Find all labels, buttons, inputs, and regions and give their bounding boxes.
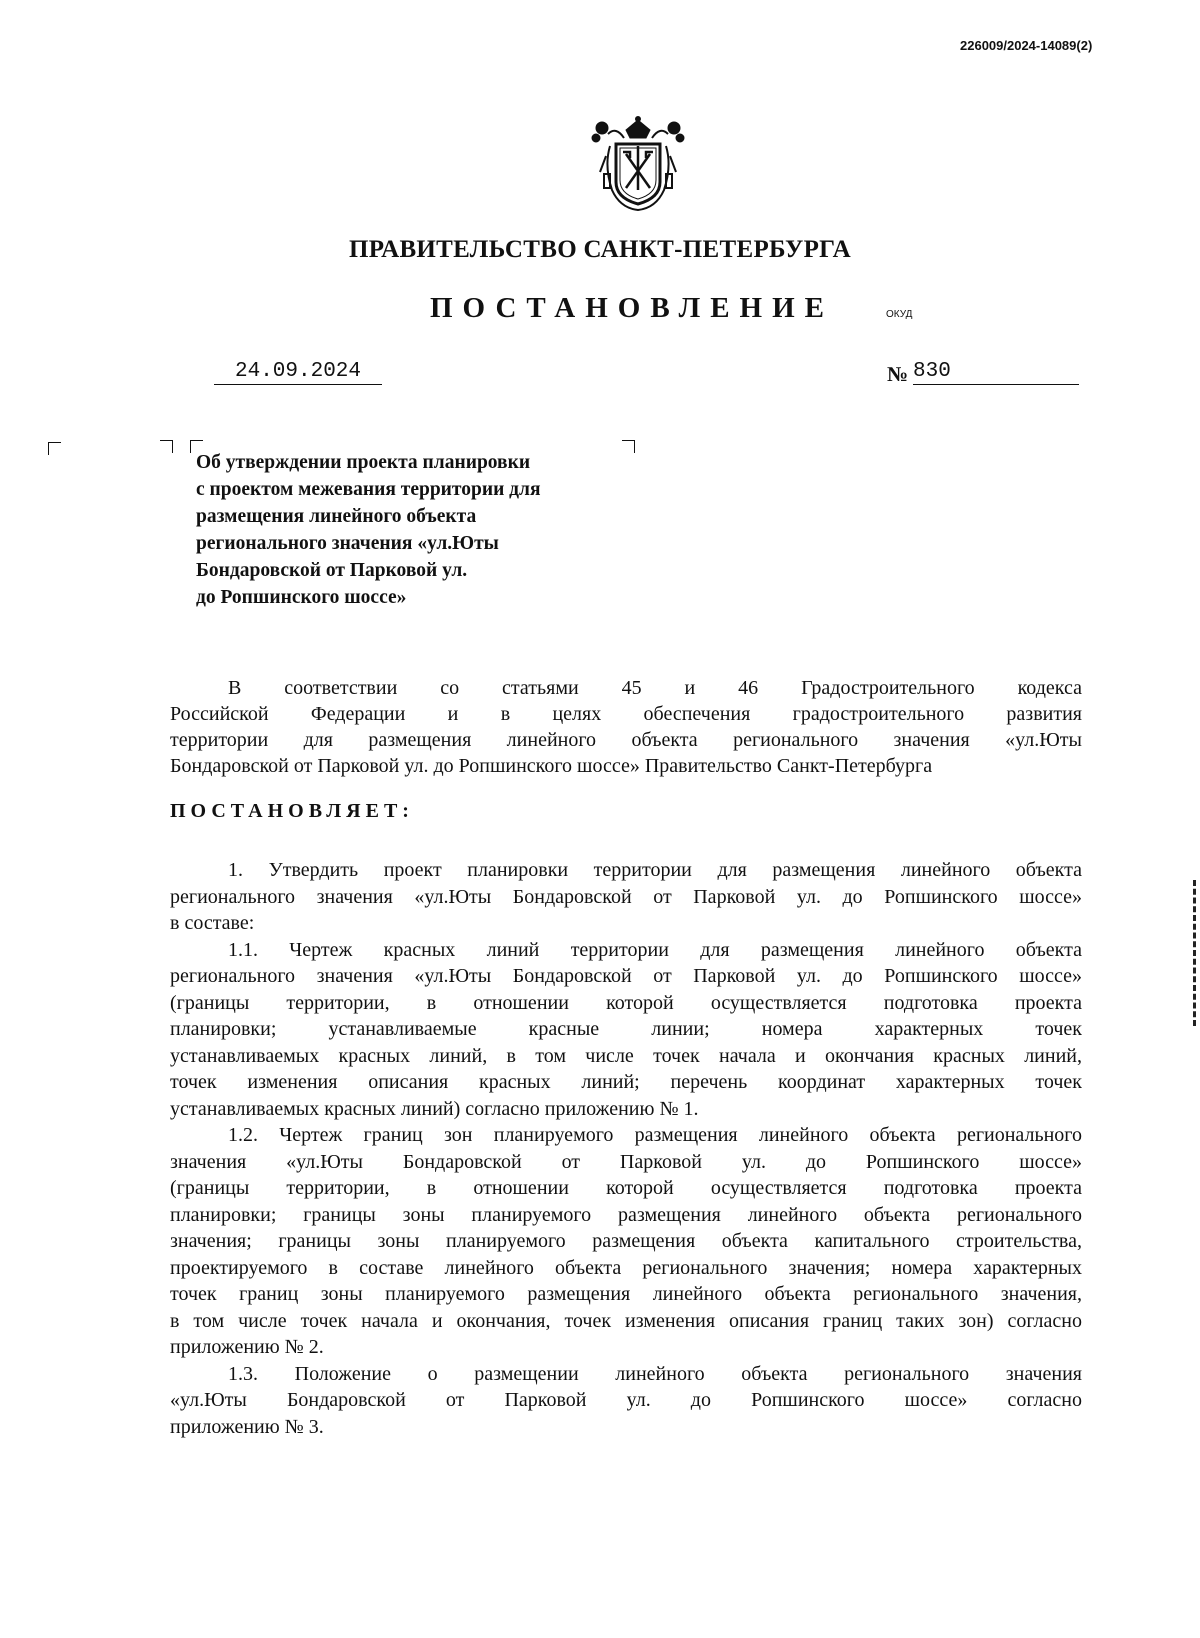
subject-line: размещения линейного объекта: [196, 506, 477, 527]
item-1-2-line: 1.2. Чертеж границ зон планируемого размещения линейного объекта регионального: [228, 1124, 1082, 1146]
decree-date: 24.09.2024: [214, 360, 382, 385]
decree-body: [170, 857, 1082, 1440]
item-1-line: регионального значения «ул.Юты Бондаровской от Парковой ул. до Ропшинского шоссе»: [170, 885, 1082, 908]
coat-of-arms-emblem: [586, 116, 690, 214]
scan-edge-mark: [1193, 880, 1200, 1026]
preamble-line: Бондаровской от Парковой ул. до Ропшинского шоссе» Правительство Санкт-Петербурга: [170, 755, 933, 777]
item-1-2-line: приложению № 2.: [170, 1336, 324, 1358]
item-1-line: в составе:: [170, 912, 255, 934]
corner-bracket-left: [48, 442, 61, 455]
item-1-2-line: (границы территории, в отношении которой осуществляется подготовка проекта: [170, 1177, 1082, 1199]
item-1-1-line: точек изменения описания красных линий; перечень координат характерных точек: [170, 1071, 1082, 1093]
item-1-2-line: в том числе точек начала и окончания, точек изменения описания границ таких зон) согласно: [170, 1309, 1082, 1332]
item-1-3-line: приложению № 3.: [170, 1415, 324, 1438]
item-1-3-line: «ул.Юты Бондаровской от Парковой ул. до Ропшинского шоссе» согласно: [170, 1389, 1082, 1411]
item-1-line: 1. Утвердить проект планировки территории для размещения линейного объекта: [228, 859, 1082, 881]
item-1-1-line: (границы территории, в отношении которой осуществляется подготовка проекта: [170, 991, 1082, 1014]
item-1-2-line: значения; границы зоны планируемого размещения объекта капитального строительства,: [170, 1230, 1082, 1252]
preamble-line: В соответствии со статьями 45 и 46 Градостроительного кодекса: [228, 677, 1082, 699]
subject-line: регионального значения «ул.Юты: [196, 533, 499, 554]
item-1-1-line: устанавливаемых красных линий, в том числе точек начала и окончания красных линий,: [170, 1044, 1082, 1067]
item-1-1-line: планировки; устанавливаемые красные линии; номера характерных точек: [170, 1018, 1082, 1040]
corner-bracket-right: [160, 440, 173, 453]
subject-line: с проектом межевания территории для: [196, 479, 541, 500]
item-1-3-line: 1.3. Положение о размещении линейного объекта регионального значения: [228, 1362, 1082, 1385]
decree-number: 830: [913, 360, 1079, 385]
preamble-line: Российской Федерации и в целях обеспечения градостроительного развития: [170, 703, 1082, 725]
item-1-2-line: планировки; границы зоны планируемого размещения линейного объекта регионального: [170, 1203, 1082, 1226]
subject-line: Бондаровской от Парковой ул.: [196, 560, 468, 581]
item-1-1-line: регионального значения «ул.Юты Бондаровской от Парковой ул. до Ропшинского шоссе»: [170, 965, 1082, 987]
okud-label: ОКУД: [886, 309, 913, 320]
number-sign: №: [887, 362, 909, 386]
subject-line: Об утверждении проекта планировки: [196, 452, 531, 473]
preamble-line: территории для размещения линейного объекта регионального значения «ул.Юты: [170, 729, 1082, 751]
subject-line: до Ропшинского шоссе»: [196, 587, 407, 608]
item-1-2-line: значения «ул.Юты Бондаровской от Парковой ул. до Ропшинского шоссе»: [170, 1150, 1082, 1173]
document-type-title: ПОСТАНОВЛЕНИЕ: [430, 292, 835, 324]
preamble: [170, 675, 1082, 779]
resolves-heading: ПОСТАНОВЛЯЕТ:: [170, 800, 414, 822]
registration-number: 226009/2024-14089(2): [960, 38, 1093, 53]
item-1-2-line: проектируемого в составе линейного объекта регионального значения; номера характерных: [170, 1256, 1082, 1279]
item-1-1-line: устанавливаемых красных линий) согласно приложению № 1.: [170, 1097, 699, 1120]
item-1-2-line: точек границ зоны планируемого размещения линейного объекта регионального значения,: [170, 1283, 1082, 1305]
government-title: ПРАВИТЕЛЬСТВО САНКТ-ПЕТЕРБУРГА: [348, 236, 852, 263]
item-1-1-line: 1.1. Чертеж красных линий территории для размещения линейного объекта: [228, 938, 1082, 961]
decree-subject: [196, 449, 656, 611]
